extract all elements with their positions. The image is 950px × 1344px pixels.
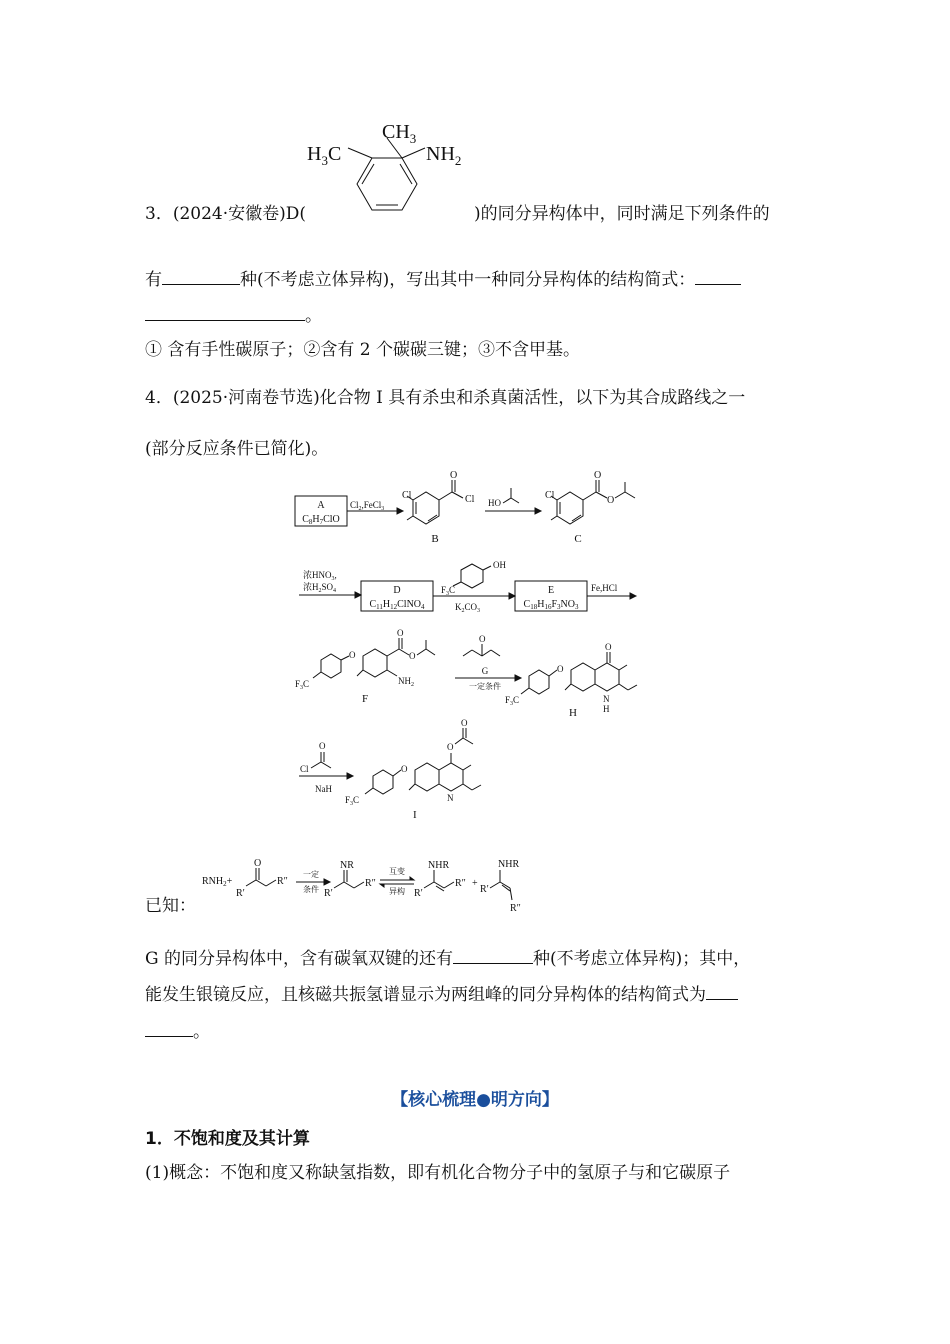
g-question-line3: 。 [145, 1018, 210, 1044]
compound-c-ring [557, 492, 583, 524]
q4-line2: (部分反应条件已简化)。 [145, 439, 329, 459]
h-n: N [603, 694, 610, 704]
q3-line1-prefix: 3．(2024·安徽卷)D( [145, 204, 307, 224]
compound-i-ring-b [439, 763, 463, 791]
reagent-ho: HO [488, 498, 501, 508]
compound-d-formula: $C_{11}H_{12}ClNO_4$ [369, 599, 425, 611]
c-o-carbonyl: O [594, 470, 602, 481]
compound-h-label: H [569, 707, 577, 719]
compound-h-ring-b [595, 663, 619, 691]
compound-i-label: I [413, 809, 417, 821]
h-f3c: $F_3C$ [505, 695, 520, 707]
compound-h-ring-a [571, 663, 595, 691]
c-cl: Cl [545, 490, 555, 501]
acetylcl-o: O [319, 741, 326, 751]
i-f3c: $F_3C$ [345, 795, 360, 807]
i-n: N [447, 793, 454, 803]
known-r1-a: R′ [236, 888, 245, 899]
b-o: O [450, 470, 458, 481]
answer-blank-count[interactable] [162, 266, 240, 285]
reagent-fe-hcl: Fe,HCl [591, 583, 618, 593]
nh2-label: $NH_2$ [426, 143, 462, 168]
answer-blank-g-count[interactable] [453, 945, 533, 964]
f-o-ether: O [349, 650, 356, 660]
reagent-hno3: 浓$HNO_3$, [303, 570, 337, 582]
i-o-ester: O [447, 742, 454, 752]
known-r1-b: R′ [324, 888, 333, 899]
b-cl-acyl: Cl [465, 494, 475, 505]
i-o-ether: O [401, 764, 408, 774]
compound-c-label: C [574, 533, 582, 545]
q3-line1-suffix: )的同分异构体中，同时满足下列条件的 [474, 204, 770, 224]
known-rnh2: $RNH_2+$ [202, 876, 233, 888]
known-r2-d: R″ [510, 903, 521, 914]
section-title: 【核心梳理●明方向】 [391, 1090, 559, 1110]
known-r2-b: R″ [365, 878, 376, 889]
reagent-g-label: G [481, 666, 489, 676]
reagent-oh: OH [493, 560, 506, 570]
known-r1-c: R′ [414, 888, 423, 899]
g-o: O [479, 634, 486, 644]
known-cond-top: 一定 [303, 870, 319, 879]
h-o-ether: O [557, 664, 564, 674]
reagent-yiding: 一定条件 [469, 682, 501, 691]
known-huba-top: 互变 [389, 867, 405, 876]
f-o-carbonyl: O [397, 628, 404, 638]
known-huba-bottom: 异构 [389, 887, 405, 896]
section-heading: 1．不饱和度及其计算 [145, 1129, 310, 1149]
answer-blank-g-structure-b[interactable] [145, 1018, 193, 1037]
h-h: H [603, 704, 610, 714]
compound-b-label: B [431, 533, 439, 545]
known-r2-a: R″ [277, 876, 288, 887]
compound-f-ring [363, 649, 387, 677]
known-o: O [254, 858, 262, 869]
known-r1-d: R′ [480, 884, 489, 895]
section-paragraph: (1)概念：不饱和度又称缺氢指数，即有机化合物分子中的氢原子与和它碳原子 [145, 1163, 731, 1183]
acetylcl-cl: Cl [300, 764, 309, 774]
benzene-ring [357, 158, 417, 210]
compound-f-label: F [361, 693, 369, 705]
g-question-line1: G 的同分异构体中，含有碳氧双键的还有 种(不考虑立体异构)；其中， [145, 945, 750, 971]
i-o-carbonyl: O [461, 718, 468, 728]
reagent-cl2-fecl3: $Cl_2,FeCl_3$ [350, 500, 385, 512]
f-o-ester: O [409, 651, 416, 661]
b-cl-ring: Cl [402, 490, 412, 501]
reagent-f3c: $F_3C$ [441, 585, 456, 597]
q3-molecule-structure [300, 118, 480, 223]
synthesis-scheme [285, 470, 665, 830]
q4-line1: 4．(2025·河南卷节选)化合物 I 具有杀虫和杀真菌活性，以下为其合成路线之一 [145, 388, 746, 408]
answer-blank-g-structure-a[interactable] [706, 981, 738, 1000]
known-reaction-scheme [200, 856, 540, 914]
known-cond-bottom: 条件 [303, 885, 319, 894]
compound-e-formula: $C_{18}H_{16}F_3NO_3$ [523, 599, 579, 611]
known-plus: + [472, 878, 478, 889]
compound-a-formula: $C_8H_7ClO$ [302, 514, 340, 526]
reagent-k2co3: $K_2CO_3$ [455, 602, 481, 614]
known-label: 已知： [145, 896, 196, 916]
known-nhr-b: NHR [498, 859, 520, 870]
h-o-ketone: O [605, 642, 612, 652]
q3-line3: 。 [145, 302, 322, 328]
ch3-label: $CH_3$ [382, 121, 417, 146]
compound-d-label: D [393, 585, 401, 596]
known-nhr-a: NHR [428, 860, 450, 871]
f-f3c: $F_3C$ [295, 679, 310, 691]
reagent-nah: NaH [315, 784, 332, 794]
h3c-label: $H_3C$ [307, 143, 342, 168]
g-question-line2: 能发生银镜反应，且核磁共振氢谱显示为两组峰的同分异构体的结构简式为 [145, 981, 738, 1007]
q3-line2: 有 种(不考虑立体异构)，写出其中一种同分异构体的结构简式： [145, 266, 741, 292]
compound-a-label: A [317, 500, 325, 511]
f-nh2: $NH_2$ [398, 676, 414, 688]
compound-i-ring-a [415, 763, 439, 791]
reagent-h2so4: 浓$H_2SO_4$ [303, 582, 337, 594]
answer-blank-structure-b[interactable] [145, 302, 305, 321]
compound-e-label: E [547, 585, 555, 596]
c-o-ester: O [607, 495, 615, 506]
known-r2-c: R″ [455, 878, 466, 889]
q3-conditions: ① 含有手性碳原子；②含有 2 个碳碳三键；③不含甲基。 [145, 340, 581, 360]
compound-b-ring [413, 492, 439, 524]
known-nr: NR [340, 860, 354, 871]
answer-blank-structure-a[interactable] [695, 266, 741, 285]
